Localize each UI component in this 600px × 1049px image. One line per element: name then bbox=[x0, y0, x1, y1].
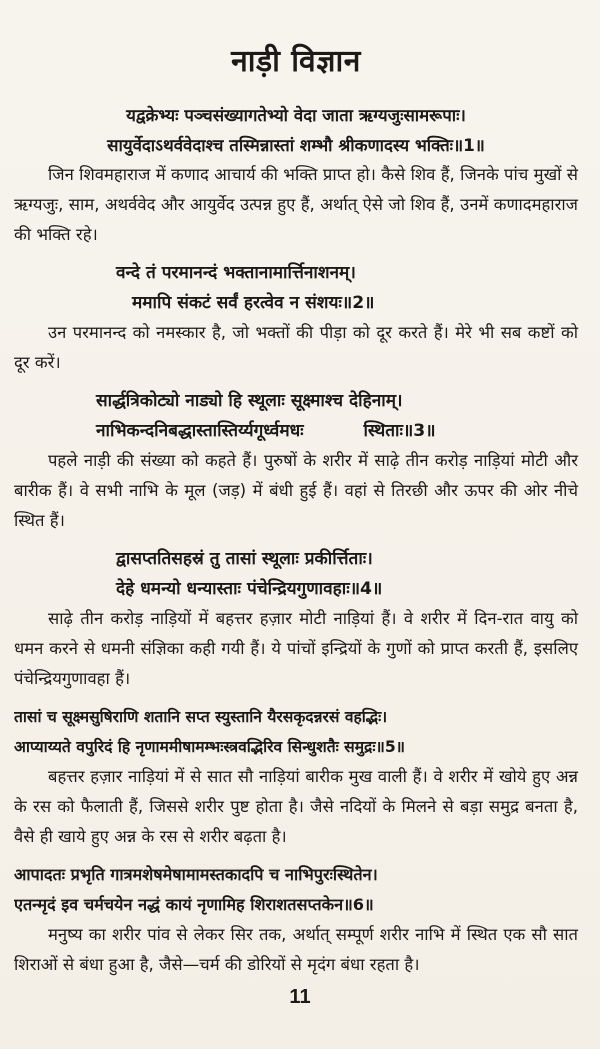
verse-4-line-2: देहे धमन्यो धन्यास्ताः पंचेन्द्रियगुणावहाः॥4॥ bbox=[116, 579, 383, 599]
verse-4-line-1: द्वासप्ततिसहस्रं तु तासां स्थूलाः प्रकीर्त्तिताः। bbox=[116, 549, 373, 569]
commentary-6: मनुष्य का शरीर पांव से लेकर सिर तक, अर्थात् सम्पूर्ण शरीर नाभि में स्थित एक सौ सात शिराओं से बंधा हुआ है, जैसे—चर्म की डोरियों से मृदंग बंधा रहता है। bbox=[14, 925, 578, 974]
verse-block-3 bbox=[14, 386, 578, 536]
commentary-4: साढ़े तीन करोड़ नाड़ियों में बहत्तर हज़ार मोटी नाड़ियां हैं। वे शरीर में दिन-रात वायु को धमन करने से धमनी संज्ञिका कही गयी हैं। ये पांचों इन्द्रियों के गुणों को प्राप्त करती हैं, इसलिए पंचेन्द्रियगुणावहा हैं। bbox=[14, 609, 578, 688]
verse-block-6 bbox=[14, 860, 578, 980]
verse-1-line-1: यद्वक्रेभ्यः पञ्चसंख्यागतेभ्यो वेदा जाता ऋग्यजुःसामरूपाः। bbox=[126, 105, 466, 125]
verse-1-line-2: सायुर्वेदाऽथर्ववेदाश्च तस्मिन्नास्तां शम्भौ श्रीकणादस्य भक्तिः॥1॥ bbox=[107, 135, 485, 155]
verse-block-2 bbox=[14, 258, 578, 378]
verse-block-4 bbox=[14, 544, 578, 694]
commentary-3: पहले नाड़ी की संख्या को कहते हैं। पुरुषों के शरीर में साढ़े तीन करोड़ नाड़ियां मोटी और बारीक हैं। वे सभी नाभि के मूल (जड़) में बंधी हुई हैं। वहां से तिरछी और ऊपर की ओर नीचे स्थित हैं। bbox=[14, 451, 578, 530]
chapter-title: नाड़ी विज्ञान bbox=[231, 44, 361, 79]
verse-5-line-1: तासां च सूक्ष्मसुषिराणि शतानि सप्त स्युस्तानि यैरसकृदन्नरसं वहद्भिः। bbox=[14, 708, 388, 726]
commentary-1: जिन शिवमहाराज में कणाद आचार्य की भक्ति प्राप्त हो। कैसे शिव हैं, जिनके पांच मुखों से ऋग्यजुः, साम, अथर्ववेद और आयुर्वेद उत्पन्न हुए हैं, अर्थात् ऐसे जो शिव हैं, उनमें कणादमहाराज की भक्ति रहे। bbox=[14, 165, 578, 244]
verse-6-line-2: एतन्मृदं इव चर्मचयेन नद्धं कायं नृणामिह शिराशतसप्तकेन॥6॥ bbox=[14, 895, 374, 914]
verse-3-line-2: नाभिकन्दनिबद्धास्तास्तिर्य्यगूर्ध्वमधः स्थिताः॥3॥ bbox=[96, 421, 436, 441]
verse-5-line-2: आप्याय्यते वपुरिदं हि नृणाममीषामम्भःस्त्रवद्भिरिव सिन्धुशतैः समुद्रः॥5॥ bbox=[14, 738, 406, 756]
verse-3-line-1: सार्द्धत्रिकोट्यो नाड्यो हि स्थूलाः सूक्ष्माश्च देहिनाम्। bbox=[96, 391, 403, 411]
commentary-5: बहत्तर हज़ार नाड़ियां में से सात सौ नाड़ियां बारीक मुख वाली हैं। वे शरीर में खोये हुए अन्न के रस को फैलाती हैं, जिससे शरीर पुष्ट होता है। जैसे नदियों के मिलने से बड़ा समुद्र बनता है, वैसे ही खाये हुए अन्न के रस से शरीर बढ़ता है। bbox=[14, 767, 578, 846]
verse-block-5 bbox=[14, 702, 578, 852]
commentary-2: उन परमानन्द को नमस्कार है, जो भक्तों की पीड़ा को दूर करते हैं। मेरे भी सब कष्टों को दूर करें। bbox=[14, 323, 578, 372]
verse-6-line-1: आपादतः प्रभृति गात्रमशेषमेषामामस्तकादपि च नाभिपुरःस्थितेन। bbox=[14, 865, 378, 884]
verse-2-line-1: वन्दे तं परमानन्दं भक्तानामार्त्तिनाशनम्। bbox=[116, 263, 356, 283]
verse-2-line-2: ममापि संकटं सर्वं हरत्वेव न संशयः॥2॥ bbox=[132, 293, 375, 313]
page-number: 11 bbox=[289, 986, 311, 1008]
verse-block-1 bbox=[14, 100, 578, 250]
